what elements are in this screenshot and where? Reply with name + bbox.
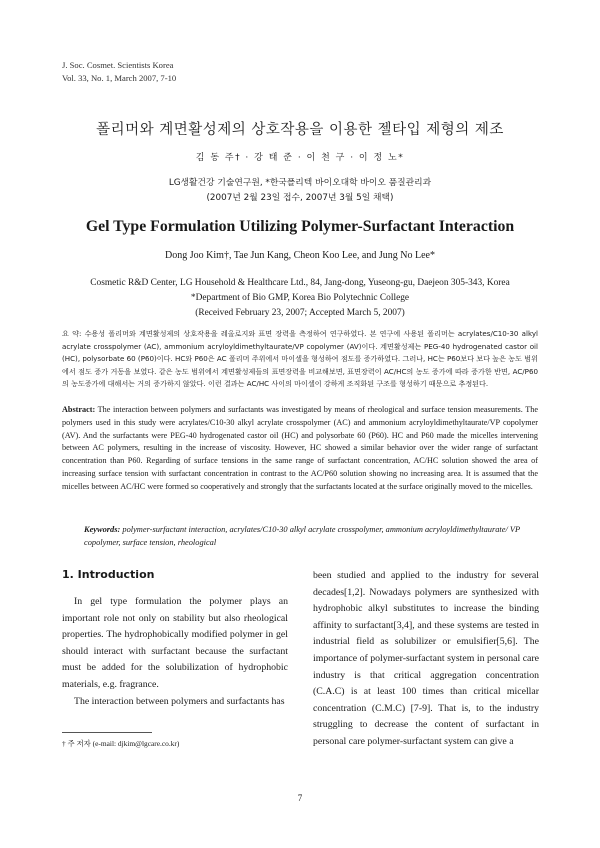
page-number: 7 xyxy=(297,793,303,803)
journal-info xyxy=(62,59,176,85)
english-dates: (Received February 23, 2007; Accepted March 5, 2007) xyxy=(195,308,405,318)
footnote: † 주 저자 (e-mail: djkim@lgcare.co.kr) xyxy=(62,739,180,748)
intro-paragraph-continued: been studied and applied to the industry for several decades[1,2]. Nowadays polymers are synthesized with hydrophobic alkyl substitutes to increase the binding affinity to surfactant[3,4], and these systems are tested in industrial field as solubilizer or emulsifier[5,6]. The importance of polymer-surfactant system in personal care industry is that critical aggregation concentration (C.A.C) is at least 100 times than critical micellar concentration (C.M.C) [7-9]. That is, to the industry struggling to decrease the content of surfactant in personal care polymer-surfactant system can give a xyxy=(313,570,539,747)
korean-affiliation-block xyxy=(0,176,600,206)
right-column xyxy=(313,568,539,751)
english-abstract xyxy=(62,404,538,493)
english-title: Gel Type Formulation Utilizing Polymer-Surfactant Interaction xyxy=(85,218,515,235)
korean-title: 폴리머와 계면활성제의 상호작용을 이용한 젤타입 제형의 제조 xyxy=(96,122,504,138)
abstract-text: The interaction between polymers and surfactants was investigated by means of rheological and surface tension measurements. The polymers used in this study were acrylates/C10-30 alkyl acrylate crosspolymer (AC) and ammonium acryloyldimethyltaurate/VP copolymer (AV). And the surfactants were PEG-40 hydrogenated castor oil (HC) and polysorbate 60 (P60). HC and P60 made the micelles intervening between AC polymers, resulting in the increase of viscosity. However, HC showed a similar behavior over the wider range of surfactant concentration than P60. Regarding of surface tensions in the same range of surfactant concentration, AC/HC solution showed the area of increasing surface tension with surfactant concentration in contrast to the AC/P60 solution showing no increasing area. It is assumed that the micelles between AC/HC were formed so cooperatively and strongly that the surfactants located at the surface originally moved to the micelles. xyxy=(62,405,538,491)
keywords-label: Keywords: xyxy=(84,525,121,534)
korean-affiliation: LG생활건강 기술연구원, *한국폴리텍 바이오대학 바이오 품질관리과 xyxy=(168,178,432,188)
abstract-label: Abstract: xyxy=(62,405,96,414)
english-affiliation-2: *Department of Bio GMP, Korea Bio Polytechnic College xyxy=(190,293,410,303)
section-heading-introduction: 1. Introduction xyxy=(62,568,155,581)
intro-paragraph-2: The interaction between polymers and surfactants has xyxy=(74,695,285,707)
keywords-text: polymer-surfactant interaction, acrylates/C10-30 alkyl acrylate crosspolymer, ammonium acryloyldimethyltaurate/ VP copolymer, surface tension, rheological xyxy=(84,525,520,547)
left-column xyxy=(62,594,288,710)
korean-dates: (2007년 2월 23일 접수, 2007년 3월 5일 채택) xyxy=(206,193,394,203)
english-affiliation-block xyxy=(0,276,600,321)
intro-paragraph-1: In gel type formulation the polymer plays an important role not only on stability but also rheological properties. The hydrophobically modified polymer in gel should interact with surfactant because the surfactant must be added for the solubilization of hydrophobic materials, e.g. fragrance. xyxy=(62,596,288,690)
english-affiliation-1: Cosmetic R&D Center, LG Household & Healthcare Ltd., 84, Jang-dong, Yuseong-gu, Daejeon 305-343, Korea xyxy=(90,278,510,288)
english-authors: Dong Joo Kim†, Tae Jun Kang, Cheon Koo Lee, and Jung No Lee* xyxy=(165,250,435,261)
korean-abstract: 요 약: 수용성 폴리머와 계면활성제의 상호작용을 레올로지와 표면 장력을 측정하여 연구하였다. 본 연구에 사용된 폴리머는 acrylates/C10-30 alkyl acrylate crosspolymer (AC), ammonium acryloyldimethyltaurate/VP copolymer (AV)이다. 계면활성제는 PEG-40 hydrogenated castor oil (HC), polysorbate 60 (P60)이다. HC와 P60은 AC 폴리머 주위에서 마이셀을 형성하여 점도를 증가하였다. 그러나, HC는 P60보다 보다 높은 농도 범위에서 점도 증가 거동을 보였다. 같은 농도 범위에서 계면활성제들의 표면장력을 비교해보면, 표면장력이 AC/HC의 농도 증가에 따라 증가한 반면, AC/P60의 농도증가에 대해서는 거의 증가하지 않았다. 이런 결과는 AC/HC 사이의 마이셀이 강하게 조직화된 구조를 형성하기 때문으로 추정된다. xyxy=(62,329,538,389)
journal-volume: Vol. 33, No. 1, March 2007, 7-10 xyxy=(62,73,177,83)
keywords xyxy=(84,523,524,549)
journal-name: J. Soc. Cosmet. Scientists Korea xyxy=(62,60,174,70)
korean-authors: 김 동 주† · 강 태 준 · 이 천 구 · 이 정 노* xyxy=(195,153,405,163)
footnote-rule xyxy=(62,732,152,733)
